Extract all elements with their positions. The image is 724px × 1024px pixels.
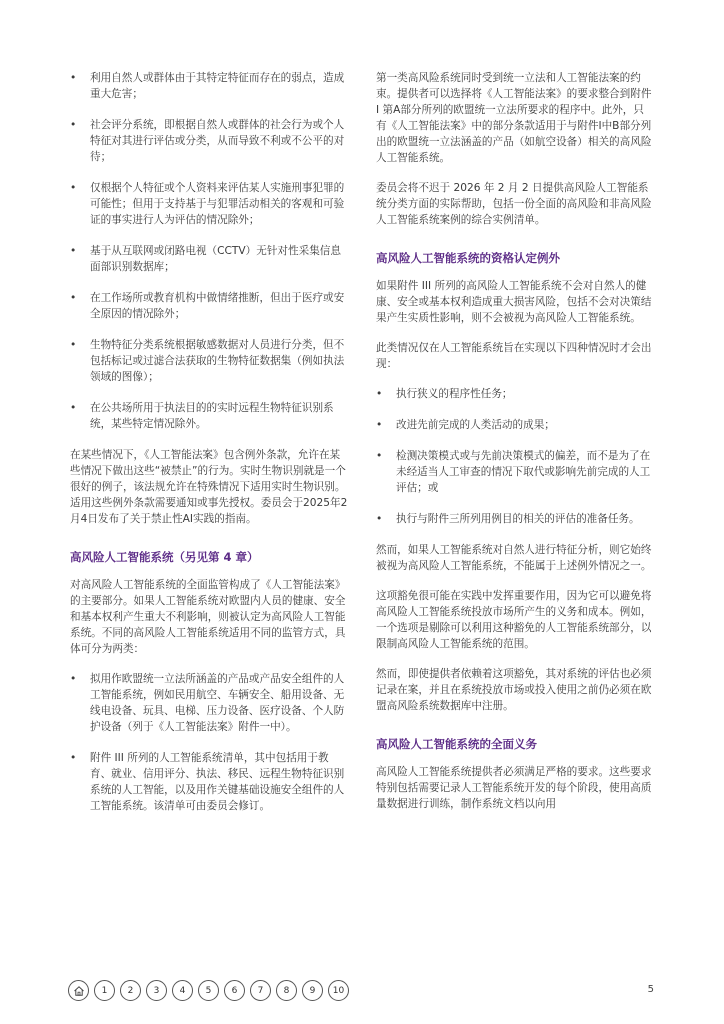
- paragraph: 委员会将不迟于 2026 年 2 月 2 日提供高风险人工智能系统分类方面的实际帮助，包括一份全面的高风险和非高风险人工智能系统案例的综合实例清单。: [376, 182, 652, 226]
- list-item: • 基于从互联网或闭路电视（CCTV）无针对性采集信息面部识别数据库；: [70, 245, 341, 273]
- bullet: •: [70, 72, 77, 84]
- right-column: [376, 70, 654, 826]
- list-item: • 附件 III 所列的人工智能系统清单，其中包括用于教育、就业、信用评分、执法、移民、远程生物特征识别系统的人工智能，以及用作关键基础设施安全组件的人工智能系统。该清单可由委员会修订。: [70, 752, 345, 812]
- bullet: •: [376, 388, 383, 400]
- left-column: [70, 70, 348, 829]
- bullet: •: [70, 673, 77, 685]
- home-icon: [73, 985, 85, 997]
- page-link-5[interactable]: 5: [198, 980, 219, 1001]
- exceptions-paragraph: 在某些情况下，《人工智能法案》包含例外条款，允许在某些情况下做出这些“被禁止”的行为。实时生物识别就是一个很好的例子，该法规允许在特殊情况下适用实时生物识别。适用这些例外条款需要通知或事先授权。委员会于2025年2月4日发布了关于禁止性AI实践的指南。: [70, 449, 348, 525]
- list-item: • 在公共场所用于执法目的的实时远程生物特征识别系统，某些特定情况除外。: [70, 402, 334, 430]
- paragraph: 然而，如果人工智能系统对自然人进行特征分析，则它始终被视为高风险人工智能系统，不能属于上述例外情况之一。: [376, 544, 652, 572]
- page-number: 5: [647, 984, 654, 995]
- list-item: • 仅根据个人特征或个人资料来评估某人实施刑事犯罪的可能性；但用于支持基于与犯罪活动相关的客观和可验证的事实进行人为评估的情况除外；: [70, 182, 345, 226]
- list-item: • 执行与附件三所列用例目的相关的评估的准备任务。: [376, 513, 640, 525]
- list-item: • 利用自然人或群体由于其特定特征而存在的弱点，造成重大危害；: [70, 72, 345, 100]
- paragraph: 这项豁免很可能在实践中发挥重要作用，因为它可以避免将高风险人工智能系统投放市场所产生的义务和成本。例如，一个选项是剔除可以利用这种豁免的人工智能系统部分，以限制高风险人工智能系统的范围。: [376, 590, 652, 650]
- exception-conditions-list: [376, 386, 654, 527]
- bullet: •: [70, 292, 77, 304]
- high-risk-categories-list: [70, 671, 348, 814]
- home-button[interactable]: [68, 980, 89, 1001]
- paragraph: 第一类高风险系统同时受到统一立法和人工智能法案的约束。提供者可以选择将《人工智能法案》的要求整合到附件 I 第A部分所列的欧盟统一立法所要求的程序中。此外，只有《人工智能法案》中的部分条款适用于与附件I中B部分列出的欧盟统一立法涵盖的产品（如航空设备）相关的高风险人工智能系统。: [376, 72, 652, 164]
- paragraph: 此类情况仅在人工智能系统旨在实现以下四种情况时才会出现：: [376, 342, 652, 370]
- paragraph: 高风险人工智能系统提供者必须满足严格的要求。这些要求特别包括需要记录人工智能系统开发的每个阶段，使用高质量数据进行训练，制作系统文档以向用: [376, 766, 652, 810]
- list-item: • 改进先前完成的人类活动的成果；: [376, 419, 555, 431]
- page-link-10[interactable]: 10: [328, 980, 349, 1001]
- page-link-9[interactable]: 9: [302, 980, 323, 1001]
- list-item: • 社会评分系统，即根据自然人或群体的社会行为或个人特征对其进行评估或分类，从而导致不利或不公平的对待；: [70, 119, 345, 163]
- bullet: •: [70, 245, 77, 257]
- bullet: •: [376, 419, 383, 431]
- page-link-1[interactable]: 1: [94, 980, 115, 1001]
- bullet: •: [70, 119, 77, 131]
- page-navigation: [68, 980, 349, 1001]
- bullet: •: [70, 182, 77, 194]
- page-link-7[interactable]: 7: [250, 980, 271, 1001]
- list-item: • 执行狭义的程序性任务；: [376, 388, 513, 400]
- high-risk-intro-paragraph: 对高风险人工智能系统的全面监管构成了《人工智能法案》的主要部分。如果人工智能系统对欧盟内人员的健康、安全和基本权利产生重大不利影响，则被认定为高风险人工智能系统。不同的高风险人工智能系统适用不同的监管方式，具体可分为两类：: [70, 579, 346, 655]
- bullet: •: [70, 339, 77, 351]
- page-link-6[interactable]: 6: [224, 980, 245, 1001]
- list-item: • 检测决策模式或与先前决策模式的偏差，而不是为了在未经适当人工审查的情况下取代或影响先前完成的人工评估；或: [376, 450, 651, 494]
- section-heading-exceptions: 高风险人工智能系统的资格认定例外: [376, 251, 560, 265]
- bullet: •: [376, 513, 383, 525]
- paragraph: 然而，即使提供者依赖着这项豁免，其对系统的评估也必须记录在案，并且在系统投放市场或投入使用之前仍必须在欧盟高风险系统数据库中注册。: [376, 668, 652, 712]
- page-link-4[interactable]: 4: [172, 980, 193, 1001]
- bullet: •: [70, 752, 77, 764]
- bullet: •: [376, 450, 383, 462]
- paragraph: 如果附件 III 所列的高风险人工智能系统不会对自然人的健康、安全或基本权利造成重大损害风险，包括不会对决策结果产生实质性影响，则不会被视为高风险人工智能系统。: [376, 280, 652, 324]
- list-item: • 在工作场所或教育机构中做情绪推断，但出于医疗或安全原因的情况除外；: [70, 292, 345, 320]
- page-link-3[interactable]: 3: [146, 980, 167, 1001]
- section-heading-high-risk: 高风险人工智能系统（另见第 4 章）: [70, 550, 259, 564]
- section-heading-obligations: 高风险人工智能系统的全面义务: [376, 737, 537, 751]
- page-link-2[interactable]: 2: [120, 980, 141, 1001]
- list-item: • 拟用作欧盟统一立法所涵盖的产品或产品安全组件的人工智能系统，例如民用航空、车辆安全、船用设备、无线电设备、玩具、电梯、压力设备、医疗设备、个人防护设备（列于《人工智能法案》附件一中）。: [70, 673, 345, 733]
- bullet: •: [70, 402, 77, 414]
- page-link-8[interactable]: 8: [276, 980, 297, 1001]
- prohibited-practices-list: [70, 70, 348, 432]
- list-item: • 生物特征分类系统根据敏感数据对人员进行分类，但不包括标记或过滤合法获取的生物特征数据集（例如执法领域的图像）；: [70, 339, 345, 383]
